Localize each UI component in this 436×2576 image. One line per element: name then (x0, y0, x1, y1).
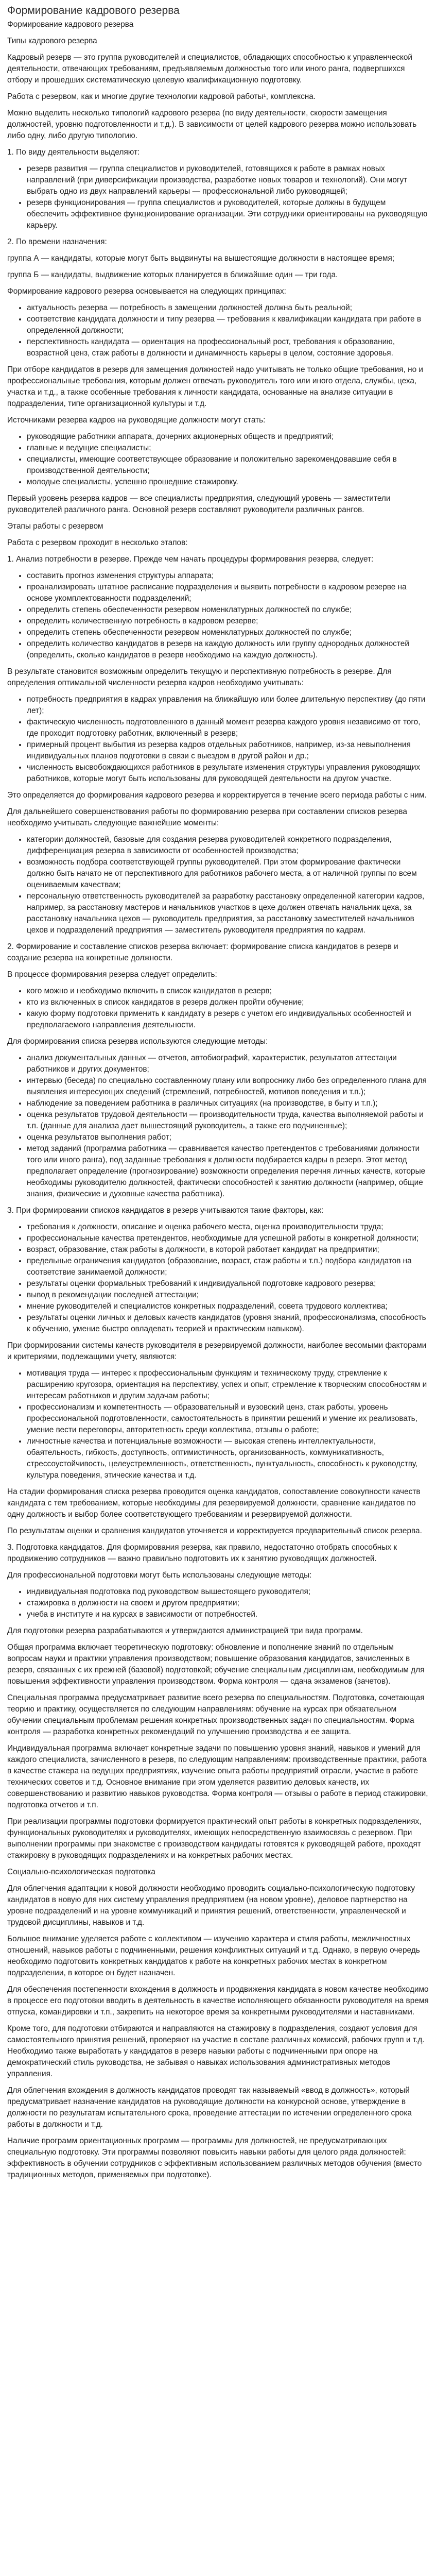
list-item: • актуальность резерва — потребность в замещении должностей должна быть реальной; (27, 302, 429, 314)
paragraph: Можно выделить несколько типологий кадрового резерва (по виду деятельности, скорости замещения должностей, уровню подготовленности и т.д.). В зависимости от целей кадрового резерва можно использовать либо одну, либо другую типологию. (7, 109, 417, 140)
list-item: • персональную ответственность руководителей за разработку расстановку определенной категории кадров, например, за расстановку мастеров и начальников участков в цехе должен отвечать начальник цеха, за расстановку начальника цехов — руководитель предприятия, за расстановку заместителей начальников цехов и подразделений предприятия — заместитель руководителя предприятия по кадрам. (27, 891, 429, 936)
paragraph: При отборе кандидатов в резерв для замещения должностей надо учитывать не только общие требования, но и профессиональные требования, которым должен отвечать руководитель того или иного отдела, службы, цеха, участка и т.д., а также особенные требования к личности кандидата, основанные на анализе ситуации в подразделении, типе организационной культуры и т.д. (7, 365, 423, 408)
paragraph: Это определяется до формирования кадрового резерва и корректируется в течение всего периода работы с ним. (7, 791, 427, 800)
list-item: • проанализировать штатное расписание подразделения и выявить потребности в кадровом резерве на основе укомплектованности подразделений; (27, 582, 429, 604)
list-item: • молодые специалисты, успешно прошедшие стажировку. (27, 477, 429, 488)
list-item: • вывод в рекомендации последней аттестации; (27, 1290, 429, 1301)
list-item: • кто из включенных в список кандидатов в резерв должен пройти обучение; (27, 997, 429, 1008)
list-item: • возможность подбора соответствующей группы руководителей. При этом формирование фактически должно быть начато не от перспективного для работников рабочего места, а от наличной группы по всем оцениваемым качествам; (27, 857, 429, 891)
bullet-list (7, 834, 429, 936)
list-item: • мнение руководителей и специалистов конкретных подразделений, совета трудового коллектива; (27, 1301, 429, 1312)
paragraph: Формирование кадрового резерва основывается на следующих принципах: (7, 287, 286, 296)
bullet-list (7, 302, 429, 359)
paragraph: 1. По виду деятельности выделяют: (7, 148, 140, 157)
list-item: • перспективность кандидата — ориентация на профессиональный рост, требования к образованию, возрастной ценз, стаж работы в должности и динамичность карьеры в целом, состояние здоровья. (27, 336, 429, 359)
paragraph: Наличие программ ориентационных программ — программы для должностей, не предусматривающих специальную подготовку. Эти программы позволяют повысить навыки работы для целого ряда должностей: эффективность в обучении сотрудников с эффективным использованием различных методов обучения (вместо традиционных методов, применяемых при подготовке). (7, 2137, 422, 2179)
list-item: • примерный процент выбытия из резерва кадров отдельных работников, например, из-за невыполнения индивидуальных планов подготовки в связи с выездом в другой район и др.; (27, 739, 429, 762)
list-item: • требования к должности, описание и оценка рабочего места, оценка производительности труда; (27, 1222, 429, 1233)
paragraph: Большое внимание уделяется работе с коллективом — изучению характера и стиля работы, межличностных отношений, навыков работы с подчиненными, решения конфликтных ситуаций и т.д. Однако, в первую очередь необходимо подготовить конкретных кандидатов к работе на конкретных рабочих местах в конкретном подразделении, в которое он будет назначен. (7, 1935, 420, 1977)
paragraph: Первый уровень резерва кадров — все специалисты предприятия, следующий уровень — заместители руководителей различного ранга. Основной резерв составляют руководители различных рангов. (7, 494, 391, 514)
paragraph: Для дальнейшего совершенствования работы по формированию резерва при составлении списков резерва необходимо учитывать следующие важнейшие моменты: (7, 807, 407, 827)
list-item: • личностные качества и потенциальные возможности — высокая степень интеллектуальности, обаятельность, гибкость, доступность, оптимистичность, организованность, коммуникативность, стрессоустойчивость, целеустремленность, ответственность, пунктуальность, способность к руководству, культура поведения, этические качества и т.д. (27, 1436, 429, 1481)
list-item: • фактическую численность подготовленного в данный момент резерва каждого уровня независимо от того, где проходит подготовку работник, включенный в резерв; (27, 717, 429, 739)
list-item: • руководящие работники аппарата, дочерних акционерных обществ и предприятий; (27, 431, 429, 443)
list-item: • соответствие кандидата должности и типу резерва — требования к квалификации кандидата при работе в определенной должности; (27, 314, 429, 336)
list-item: • резерв развития — группа специалистов и руководителей, готовящихся к работе в рамках новых направлений (при диверсификации производства, разработке новых товаров и технологий). Они могут выбрать одно из двух направлений карьеры — профессиональной либо руководящей; (27, 163, 429, 197)
paragraph: Работа с резервом, как и многие другие технологии кадровой работы¹, комплексна. (7, 92, 316, 101)
list-item: • категории должностей, базовые для создания резерва руководителей конкретного подразделения, дифференциация резерва в зависимости от особенностей производства; (27, 834, 429, 857)
list-item: • результаты оценки формальных требований к индивидуальной подготовке кадрового резерва; (27, 1278, 429, 1290)
paragraph: При реализации программы подготовки формируется практический опыт работы в конкретных подразделениях, функциональных руководителях и руководителях, имеющих непосредственную взаимосвязь с резервом. При выполнении программы при знакомстве с производством кандидаты готовятся к руководящей работе, проходят стажировку в руководящих подразделениях и на конкретных рабочих местах. (7, 1817, 422, 1860)
bullet-list (7, 1222, 429, 1335)
paragraph: В процессе формирования резерва следует определить: (7, 970, 217, 979)
bullet-list (7, 570, 429, 661)
paragraph: Для подготовки резерва разрабатываются и утверждаются администрацией три вида программ. (7, 1626, 363, 1635)
bullet-list (7, 163, 429, 231)
paragraph: Работа с резервом проходит в несколько этапов: (7, 538, 188, 547)
paragraph: группа А — кандидаты, которые могут быть выдвинуты на вышестоящие должности в настоящее время; (7, 254, 395, 263)
list-item: • определить количественную потребность в кадровом резерве; (27, 616, 429, 627)
paragraph: При формировании системы качеств руководителя в резервируемой должности, наиболее весомыми факторами и критериями, подлежащими учету, являются: (7, 1341, 427, 1361)
list-item: • мотивация труда — интерес к профессиональным функциям и техническому труду, стремление к расширению кругозора, ориентация на перспективу, успех и опыт, стремление к творческим способностям и интересам работников и другим задачам работы; (27, 1368, 429, 1402)
bullet-list (7, 694, 429, 785)
list-item: • кого можно и необходимо включить в список кандидатов в резерв; (27, 986, 429, 997)
list-item: • анализ документальных данных — отчетов, автобиографий, характеристик, результатов аттестации работников и других документов; (27, 1053, 429, 1075)
list-item: • определить количество кандидатов в резерв на каждую должность или группу однородных должностей (определить, сколько кандидатов в резерв необходимо на каждую должность). (27, 638, 429, 661)
bullet-list (7, 431, 429, 488)
list-item: • главные и ведущие специалисты; (27, 443, 429, 454)
list-item: • стажировка в должности на своем и другом предприятии; (27, 1598, 429, 1609)
list-item: • потребность предприятия в кадрах управления на ближайшую или более длительную перспективу (до пяти лет); (27, 694, 429, 717)
paragraph: Кадровый резерв — это группа руководителей и специалистов, обладающих способностью к управленческой деятельности, отвечающих требованиям, предъявляемым должностью того или иного ранга, подвергшихся отбору и прошедших систематическую целевую квалификационную подготовку. (7, 53, 412, 84)
paragraph: Формирование кадрового резерва (7, 20, 134, 29)
list-item: • возраст, образование, стаж работы в должности, в которой работает кандидат на предприятии; (27, 1244, 429, 1256)
bullet-list (7, 986, 429, 1031)
paragraph: Для облегчения вхождения в должность кандидатов проводят так называемый «ввод в должность», который предусматривает назначение кандидатов на руководящие должности на конкурсной основе, утверждение в должности по результатам испытательного срока, проведение аттестации по истечении определенного срока работы в должности и т.д. (7, 2086, 412, 2129)
page-title: Формирование кадрового резерва (7, 5, 180, 16)
list-item: • учеба в институте и на курсах в зависимости от потребностей. (27, 1609, 429, 1620)
bullet-list (7, 1586, 429, 1620)
paragraph: Для формирования списка резерва используются следующие методы: (7, 1037, 268, 1046)
paragraph: Типы кадрового резерва (7, 37, 97, 45)
paragraph: Источниками резерва кадров на руководящие должности могут стать: (7, 416, 266, 425)
list-item: • оценка результатов трудовой деятельности — производительности труда, качества выполняемой работы и т.п. (данные для анализа дает вышестоящий руководитель, а также его подчиненные); (27, 1109, 429, 1132)
list-item: • составить прогноз изменения структуры аппарата; (27, 570, 429, 582)
paragraph: 2. Формирование и составление списков резерва включает: формирование списка кандидатов в резерв и создание резерва на конкретные должности. (7, 942, 398, 962)
list-item: • результаты оценки личных и деловых качеств кандидатов (уровня знаний, профессионализма, способность к обучению, умение быстро овладевать теорией и практическим навыком). (27, 1312, 429, 1335)
paragraph: Общая программа включает теоретическую подготовку: обновление и пополнение знаний по отдельным вопросам науки и практики управления производством; повышение образования кандидатов, зачисленных в резерв, связанных с их прежней (базовой) подготовкой; обучение специальным дисциплинам, необходимым для повышения эффективности управления производством. Форма контроля — сдача экзаменов (зачетов). (7, 1643, 425, 1686)
list-item: • профессионализм и компетентность — образовательный и вузовский ценз, стаж работы, уровень профессиональной подготовленности, самостоятельность в принятии решений и умение их реализовать, умение вести переговоры, авторитетность среди коллектива, отзывы о работе; (27, 1402, 429, 1436)
paragraph: группа Б — кандидаты, выдвижение которых планируется в ближайшие один — три года. (7, 270, 338, 279)
paragraph: Для облегчения адаптации к новой должности необходимо проводить социально-психологическую подготовку кандидатов в новую для них систему управления предприятием (на новом уровне), деловое партнерство на уровне подразделений и на уровне коммуникаций и принятия решений, ответственности, управленческой и трудовой дисциплины, навыков и т.д. (7, 1884, 415, 1927)
list-item: • оценка результатов выполнения работ; (27, 1132, 429, 1143)
list-item: • резерв функционирования — группа специалистов и руководителей, которые должны в будущем обеспечить эффективное функционирование организации. Эти сотрудники ориентированы на руководящую карьеру. (27, 197, 429, 231)
list-item: • специалисты, имеющие соответствующее образование и положительно зарекомендовавшие себя в производственной деятельности; (27, 454, 429, 477)
list-item: • профессиональные качества претендентов, необходимые для успешной работы в конкретной должности; (27, 1233, 429, 1244)
paragraph: На стадии формирования списка резерва проводится оценка кандидатов, сопоставление совокупности качеств кандидата с тем требованием, которые необходимы для резервируемой должности, сравнение кандидатов по одну должность и выбор более соответствующего требованиям и резервируемой должности. (7, 1487, 421, 1519)
article-body (7, 19, 429, 2181)
list-item: • интервью (беседа) по специально составленному плану или вопроснику либо без определенного плана для выявления интересующих сведений (стремлений, потребностей, мотивов поведения и т.п.); (27, 1075, 429, 1098)
list-item: • какую форму подготовки применить к кандидату в резерв с учетом его индивидуальных особенностей и предполагаемого направления деятельности. (27, 1008, 429, 1031)
list-item: • метод заданий (программа работника — сравнивается качество претендентов с требованиями должности того или иного ранга), под заданные требования к должности подбирается кадры в резерв. Этот метод предполагает определение (прогнозирование) возможности определения перечня личных качеств, которые необходимы руководителю должностей, фактически способностей к занятию должности (например, общие знания, физические и духовные качества работника). (27, 1143, 429, 1200)
paragraph: 3. При формировании списков кандидатов в резерв учитываются такие факторы, как: (7, 1206, 324, 1215)
paragraph: В результате становится возможным определить текущую и перспективную потребность в резерве. Для определения оптимальной численности резерва кадров необходимо учитывать: (7, 667, 392, 687)
paragraph: Кроме того, для подготовки отбираются и направляются на стажировку в подразделения, создают условия для самостоятельного принятия решений, проверяют на участие в составе различных комиссий, рабочих групп и т.д. Необходимо также выработать у кандидатов в резерв навыки работы с подчиненными при опоре на демократический стиль руководства, не забывая о навыках использования административных методов управления. (7, 2024, 425, 2078)
list-item: • определить степень обеспеченности резервом номенклатурных должностей по службе; (27, 604, 429, 616)
paragraph: Социально-психологическая подготовка (7, 1868, 155, 1876)
paragraph: 1. Анализ потребности в резерве. Прежде чем начать процедуры формирования резерва, следует: (7, 555, 374, 564)
paragraph: Индивидуальная программа включает конкретные задачи по повышению уровня знаний, навыков и умений для каждого специалиста, зачисленного в резерв, по следующим направлениям: производственные практики, работа в качестве стажера на ведущих предприятиях, изучение опыта работы предприятий отрасли, участие в работе технических советов и т.д. Основное внимание при этом уделяется развитию деловых качеств, их совершенствованию и развитию навыков руководства. Форма контроля — отзывы о работе в период стажировки, подготовка отчетов и т.п. (7, 1744, 428, 1809)
list-item: • определить степень обеспеченности резервом номенклатурных должностей по службе; (27, 627, 429, 638)
list-item: • численность высвобождающихся работников в результате изменения структуры управления руководящих работников, которые могут быть использованы для руководящей деятельности на другом участке. (27, 762, 429, 785)
bullet-list (7, 1053, 429, 1200)
paragraph: Для профессиональной подготовки могут быть использованы следующие методы: (7, 1571, 312, 1580)
paragraph: Для обеспечения постепенности вхождения в должность и продвижения кандидата в новом качестве необходимо в процессе его подготовки вводить в деятельность в качестве исполняющего обязанности руководителя на время отпуска, командировки и т.п., закрепить на некоторое время за конкретными руководителями и наставниками. (7, 1985, 429, 2016)
paragraph: По результатам оценки и сравнения кандидатов уточняется и корректируется предварительный список резерва. (7, 1527, 422, 1535)
paragraph: Специальная программа предусматривает развитие всего резерва по специальностям. Подготовка, сочетающая теорию и практику, осуществляется по следующим направлениям: обучение на курсах при обязательном обучении специальным проблемам решения конкретных производственных задач по специальностям. Форма контроля — разработка конкретных рекомендаций по улучшению производства и ее защита. (7, 1693, 425, 1736)
paragraph: 2. По времени назначения: (7, 238, 107, 246)
list-item: • наблюдение за поведением работника в различных ситуациях (на производстве, в быту и т.п.); (27, 1098, 429, 1109)
bullet-list (7, 1368, 429, 1481)
paragraph: Этапы работы с резервом (7, 522, 103, 531)
paragraph: 3. Подготовка кандидатов. Для формирования резерва, как правило, недостаточно отобрать способных к продвижению сотрудников — важно правильно подготовить их к занятию руководящих должностей. (7, 1543, 397, 1563)
list-item: • предельные ограничения кандидатов (образование, возраст, стаж работы и т.п.) подбора кандидатов на соответствие занимаемой должности; (27, 1256, 429, 1278)
list-item: • индивидуальная подготовка под руководством вышестоящего руководителя; (27, 1586, 429, 1598)
